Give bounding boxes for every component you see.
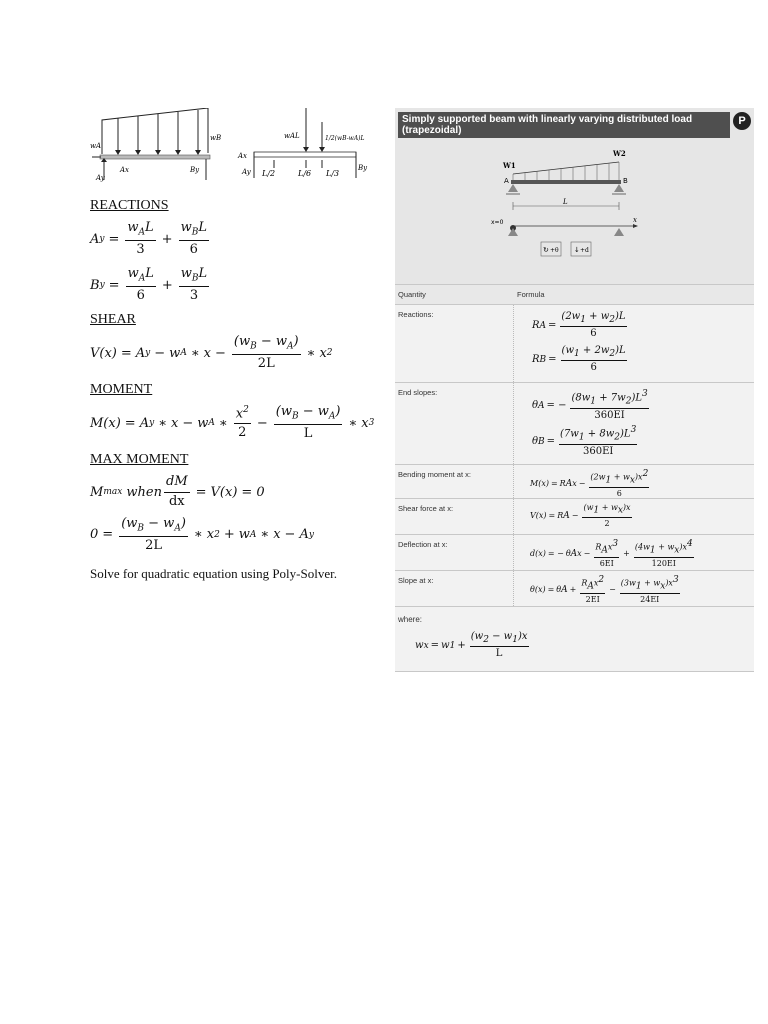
label-by: By xyxy=(190,166,200,174)
label-ax: Ax xyxy=(120,166,130,174)
label-resultant-left: wAL xyxy=(284,132,300,140)
max-moment-heading: MAX MOMENT xyxy=(90,452,189,468)
label-resultant-right: 1/2(wB-wA)L xyxy=(325,135,365,142)
label-dist-3: L/3 xyxy=(326,169,340,178)
row-label: Deflection at x: xyxy=(398,540,448,549)
label-origin: x=0 xyxy=(491,219,504,226)
row-formula: θ(x) = θ A + $\frac{R_Ax^2}{2EI}$ − $\frac{(3w_1 + w_x)x^3}{24EI}$ xyxy=(513,571,754,606)
row-formula: M(x) = R A x − $\frac{(2w_1 + w_x)x^2}{6}$ xyxy=(513,465,754,498)
label-dist-2: L/6 xyxy=(298,169,312,178)
rotation-sign-icon: ↻ xyxy=(543,246,549,254)
reaction-by-equation: B y = $\frac{w_AL}{6}$ + $\frac{w_BL}{3}$ xyxy=(90,266,208,303)
table-row-where: where: w x = w 1 + $\frac{(w_2 - w_1)x}{L}$ xyxy=(395,606,754,672)
row-label: Reactions: xyxy=(398,310,434,319)
table-row-shear-force xyxy=(395,498,754,534)
where-label: where: xyxy=(398,615,423,624)
max-moment-condition: M max when $\frac{dM}{dx}$ = V(x) = 0 xyxy=(90,474,265,509)
row-formula: R A = $\frac{(2w_1 + w_2)L}{6}$ R B = $\frac{(w_1 + 2w_2)L}{6}$ xyxy=(513,305,754,382)
shear-heading: SHEAR xyxy=(90,312,136,328)
card-diagram-area xyxy=(395,108,754,284)
row-label: Slope at x: xyxy=(398,576,434,585)
label-by-2: By xyxy=(358,164,368,172)
table-row-end-slopes xyxy=(395,382,754,464)
table-row-bending-moment xyxy=(395,464,754,498)
label-w2: W2 xyxy=(613,149,626,158)
reaction-ay-equation: A y = $\frac{w_AL}{3}$ + $\frac{w_BL}{6}$ xyxy=(90,220,207,257)
formula-table xyxy=(395,284,754,672)
label-rotation: +θ xyxy=(550,247,559,254)
label-b: B xyxy=(623,177,628,185)
label-wa: wA xyxy=(90,142,102,150)
label-wb: wB xyxy=(210,134,222,142)
notes-column xyxy=(90,108,380,583)
trapezoidal-load-diagram xyxy=(90,108,225,190)
label-length: L xyxy=(563,198,568,206)
table-row-deflection xyxy=(395,534,754,570)
card-title: Simply supported beam with linearly varying distributed load (trapezoidal) xyxy=(398,112,730,138)
pinterest-icon[interactable]: P xyxy=(733,112,751,130)
label-ax-2: Ax xyxy=(238,152,248,160)
reactions-heading: REACTIONS xyxy=(90,198,169,213)
row-formula: θ A = − $\frac{(8w_1 + 7w_2)L^3}{360EI}$ θ B = $\frac{(7w_1 + 8w_2)L^3}{360EI}$ xyxy=(513,383,754,464)
label-dist-1: L/2 xyxy=(262,169,276,178)
label-deflection: +d xyxy=(580,247,589,254)
row-label: Shear force at x: xyxy=(398,504,454,513)
header-formula: Formula xyxy=(517,290,545,299)
equivalent-load-diagram xyxy=(236,108,381,190)
beam-diagrams xyxy=(90,108,380,190)
reference-card xyxy=(395,108,754,672)
solver-note: Solve for quadratic equation using Poly-Solver. xyxy=(90,565,337,581)
header-quantity: Quantity xyxy=(398,290,426,299)
row-formula: d(x) = − θ A x − $\frac{R_Ax^3}{6EI}$ + $\frac{(4w_1 + w_x)x^4}{120EI}$ xyxy=(513,535,754,570)
moment-heading: MOMENT xyxy=(90,382,153,398)
label-w1: W1 xyxy=(503,161,516,170)
deflection-sign-icon: ↓ xyxy=(574,246,580,254)
label-a: A xyxy=(504,177,509,185)
shear-equation: V(x) = A y − w A ∗ x − $\frac{(w_B - w_A)}{2L}$ ∗ x 2 xyxy=(90,334,333,372)
label-ay: Ay xyxy=(96,174,105,182)
row-label: End slopes: xyxy=(398,388,438,397)
moment-equation: M(x) = A y ∗ x − w A ∗ $\frac{x^2}{2}$ − $\frac{(w_B - w_A)}{L}$ ∗ x 3 xyxy=(90,404,375,442)
label-ay-2: Ay xyxy=(242,168,251,176)
row-formula: V(x) = R A − $\frac{(w_1 + w_x)x}{2}$ xyxy=(513,499,754,534)
table-row-reactions xyxy=(395,304,754,382)
table-row-slope xyxy=(395,570,754,606)
table-header xyxy=(395,284,754,304)
label-x-axis: x xyxy=(633,216,637,224)
simply-supported-beam-diagram xyxy=(485,146,655,276)
row-label: Bending moment at x: xyxy=(398,470,471,479)
max-moment-equation: 0 = $\frac{(w_B - w_A)}{2L}$ ∗ x 2 + w A ∗ x − A y xyxy=(90,515,314,553)
